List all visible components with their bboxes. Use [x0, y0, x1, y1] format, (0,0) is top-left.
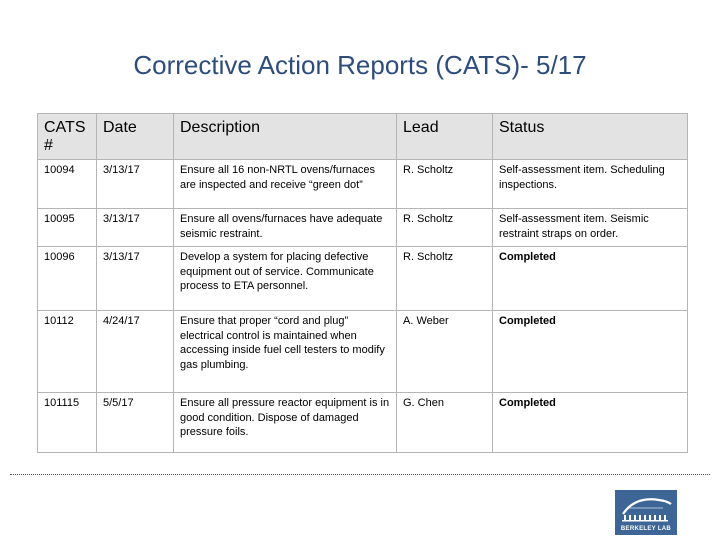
- header-lead: Lead: [397, 114, 493, 160]
- cell-description: Ensure all 16 non-NRTL ovens/furnaces are inspected and receive “green dot”: [174, 160, 397, 209]
- cell-lead: R. Scholtz: [397, 247, 493, 311]
- cell-lead: R. Scholtz: [397, 209, 493, 247]
- cell-status: Completed: [493, 247, 688, 311]
- header-description: Description: [174, 114, 397, 160]
- cell-description: Ensure all pressure reactor equipment is in good condition. Dispose of damaged pressure foils.: [174, 393, 397, 453]
- header-cats: CATS #: [38, 114, 97, 160]
- cell-status: Completed: [493, 311, 688, 393]
- table-row: [38, 160, 688, 209]
- berkeley-lab-logo: [615, 490, 677, 535]
- cell-status: Self-assessment item. Seismic restraint straps on order.: [493, 209, 688, 247]
- table-body: [38, 160, 688, 453]
- cell-lead: G. Chen: [397, 393, 493, 453]
- cell-status: Completed: [493, 393, 688, 453]
- cell-lead: R. Scholtz: [397, 160, 493, 209]
- cell-cats: 101115: [38, 393, 97, 453]
- slide-title: Corrective Action Reports (CATS)- 5/17: [133, 50, 587, 80]
- cell-description: Develop a system for placing defective equipment out of service. Communicate process to ETA personnel.: [174, 247, 397, 311]
- logo-text: BERKELEY LAB: [620, 526, 672, 532]
- cell-date: 3/13/17: [97, 160, 174, 209]
- footer-divider: [10, 474, 710, 475]
- cell-description: Ensure that proper “cord and plug” electrical control is maintained when accessing inside fuel cell testers to modify gas plumbing.: [174, 311, 397, 393]
- cell-description: Ensure all ovens/furnaces have adequate seismic restraint.: [174, 209, 397, 247]
- table-row: [38, 393, 688, 453]
- table-row: [38, 247, 688, 311]
- cats-table: [37, 113, 688, 453]
- table-row: [38, 209, 688, 247]
- table-row: [38, 311, 688, 393]
- header-status: Status: [493, 114, 688, 160]
- cell-date: 4/24/17: [97, 311, 174, 393]
- header-row: [38, 114, 688, 160]
- cell-cats: 10094: [38, 160, 97, 209]
- cell-date: 5/5/17: [97, 393, 174, 453]
- lab-building-icon: [615, 490, 677, 524]
- cell-cats: 10096: [38, 247, 97, 311]
- cell-cats: 10112: [38, 311, 97, 393]
- cell-cats: 10095: [38, 209, 97, 247]
- table-header: [38, 114, 688, 160]
- header-date: Date: [97, 114, 174, 160]
- cell-date: 3/13/17: [97, 209, 174, 247]
- cell-lead: A. Weber: [397, 311, 493, 393]
- cell-status: Self-assessment item. Scheduling inspections.: [493, 160, 688, 209]
- cell-date: 3/13/17: [97, 247, 174, 311]
